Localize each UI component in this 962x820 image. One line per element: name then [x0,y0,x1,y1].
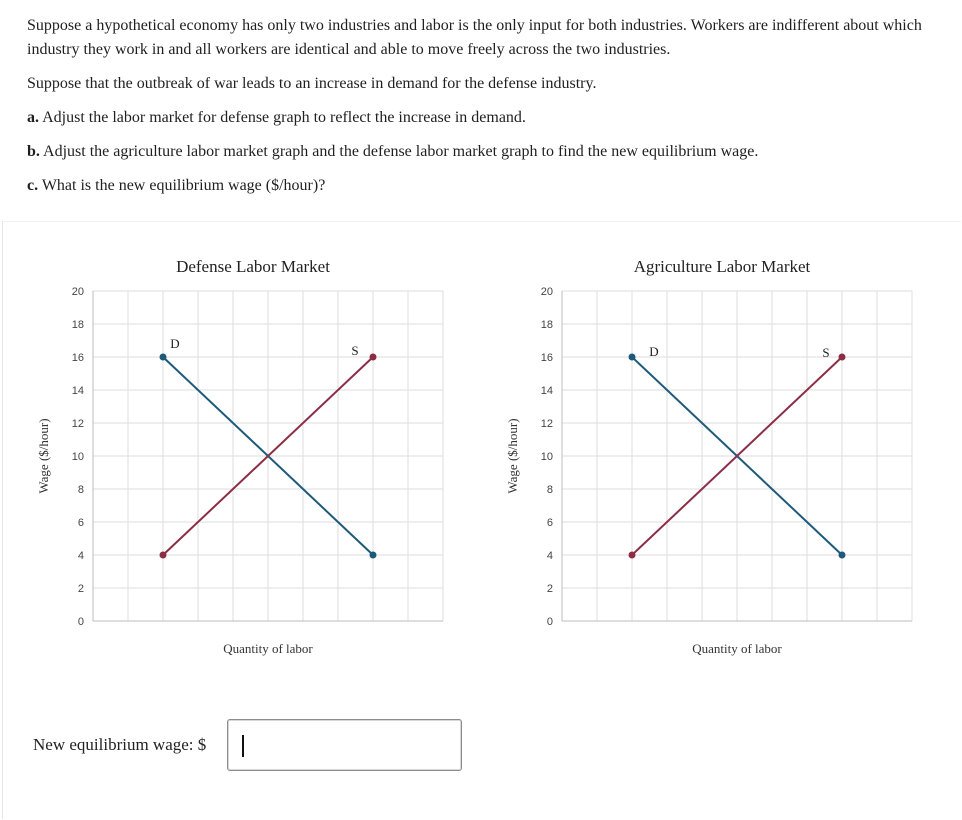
agriculture-chart-title: Agriculture Labor Market [633,257,811,276]
question-scenario: Suppose that the outbreak of war leads to an increase in demand for the defense industry. [27,75,597,92]
agriculture-y-tick-label: 8 [546,484,553,496]
part-c-text: What is the new equilibrium wage ($/hour)? [41,177,326,194]
agriculture-x-axis-label: Quantity of labor [692,641,782,656]
agriculture-supply-endpoint [629,552,636,559]
part-c-letter: c. [27,177,39,194]
defense-y-tick-label: 10 [71,451,84,463]
agriculture-y-tick-label: 20 [540,286,553,298]
agriculture-demand-label: D [649,344,659,359]
agriculture-demand-endpoint [629,354,636,361]
defense-y-tick-label: 12 [71,418,84,430]
defense-y-tick-label: 4 [77,550,84,562]
equilibrium-wage-input[interactable] [227,719,462,771]
part-a-text: Adjust the labor market for defense graph to reflect the increase in demand. [42,109,526,126]
defense-y-tick-label: 8 [77,484,84,496]
agriculture-y-tick-label: 16 [540,352,553,364]
defense-y-tick-label: 16 [71,352,84,364]
part-b-letter: b. [27,143,40,160]
defense-chart-title: Defense Labor Market [176,257,330,276]
defense-y-tick-label: 18 [71,319,84,331]
defense-y-tick-label: 2 [77,583,84,595]
defense-supply-label: S [351,343,359,358]
agriculture-y-tick-label: 6 [546,517,553,529]
agriculture-y-tick-label: 4 [546,550,553,562]
agriculture-y-tick-label: 18 [540,319,553,331]
agriculture-y-tick-label: 12 [540,418,553,430]
agriculture-demand-endpoint [839,552,846,559]
agriculture-y-tick-label: 10 [540,451,553,463]
defense-y-tick-label: 20 [71,286,84,298]
agriculture-supply-label: S [822,345,830,360]
defense-y-tick-label: 0 [77,616,84,628]
agriculture-y-axis-label: Wage ($/hour) [505,418,520,494]
part-a-letter: a. [27,109,39,126]
defense-y-axis-label: Wage ($/hour) [36,418,51,494]
answer-label: New equilibrium wage: $ [33,735,207,754]
agriculture-y-tick-label: 14 [540,385,553,397]
agriculture-supply-endpoint [839,354,846,361]
agriculture-y-tick-label: 2 [546,583,553,595]
text-cursor [242,735,244,757]
defense-y-tick-label: 14 [71,385,84,397]
defense-demand-label: D [170,336,180,351]
agriculture-y-tick-label: 0 [546,616,553,628]
part-b-text: Adjust the agriculture labor market graph and the defense labor market graph to find the new equilibrium wage. [43,143,759,160]
defense-x-axis-label: Quantity of labor [223,641,313,656]
defense-y-tick-label: 6 [77,517,84,529]
question-intro: Suppose a hypothetical economy has only two industries and labor is the only input for both industries. Workers are indifferent about which industry they work in and all workers are identical and able to move freely across the two industries. [27,17,922,58]
